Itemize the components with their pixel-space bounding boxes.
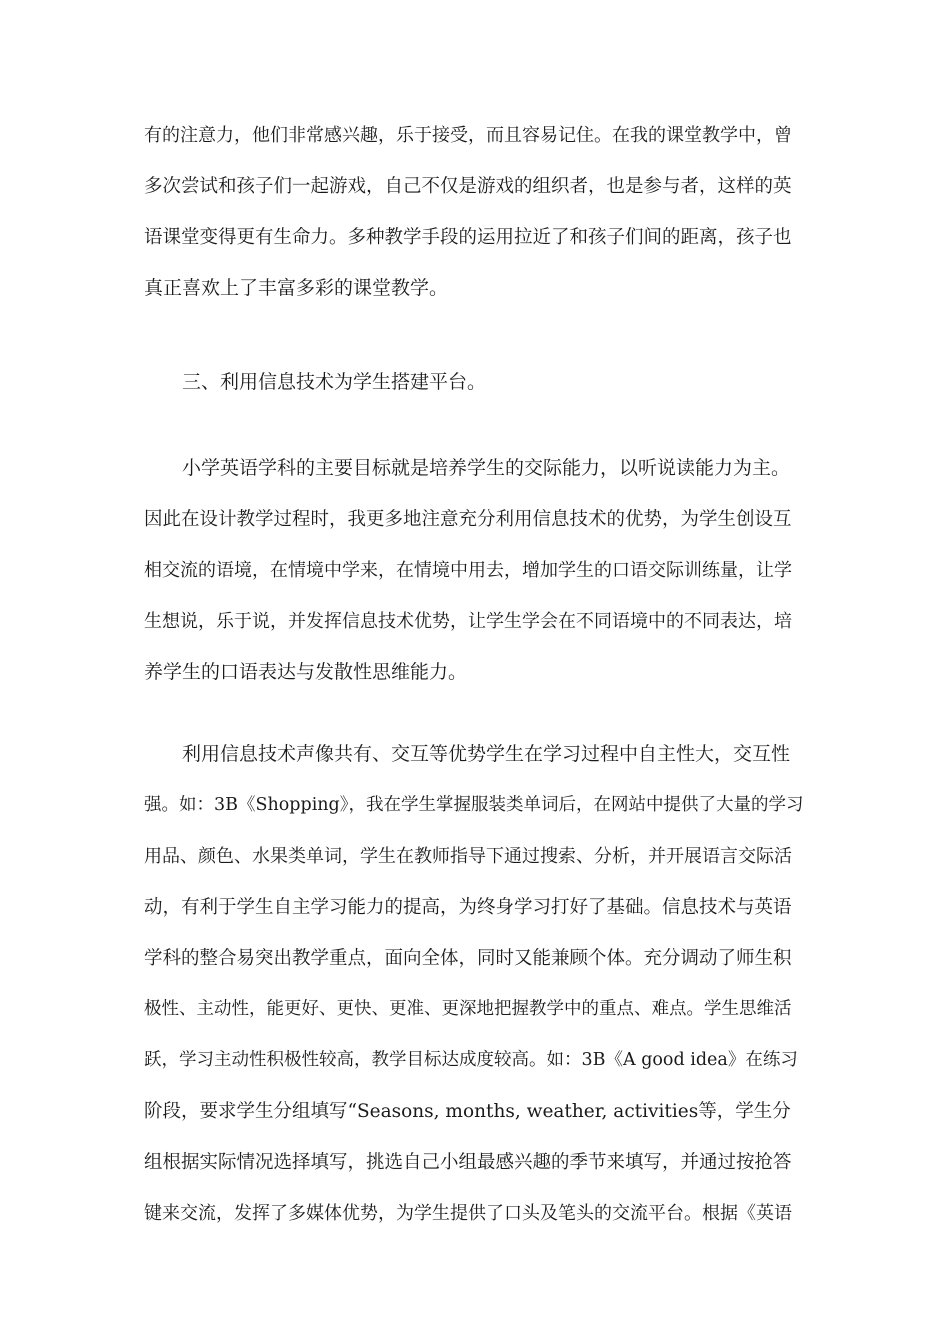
paragraph-3-line: 阶段，要求学生分组填写“Seasons, months, weather, activities等，学生分 xyxy=(144,1101,791,1122)
paragraph-3-line: 强。如：3B《Shopping》，我在学生掌握服装类单词后，在网站中提供了大量的学习 xyxy=(144,795,804,815)
paragraph-2-line: 相交流的语境，在情境中学来，在情境中用去，增加学生的口语交际训练量，让学 xyxy=(144,560,792,581)
section-heading: 三、利用信息技术为学生搭建平台。 xyxy=(182,371,487,393)
paragraph-2 xyxy=(144,443,806,698)
paragraph-1 xyxy=(144,110,806,314)
paragraph-1-line: 真正喜欢上了丰富多彩的课堂教学。 xyxy=(144,277,449,299)
paragraph-1-line: 多次尝试和孩子们一起游戏，自己不仅是游戏的组织者，也是参与者，这样的英 xyxy=(144,176,792,197)
paragraph-3-line: 极性、主动性，能更好、更快、更准、更深地把握教学中的重点、难点。学生思维活 xyxy=(144,999,792,1019)
paragraph-3-line: 用品、颜色、水果类单词，学生在教师指导下通过搜索、分析，并开展语言交际活 xyxy=(144,846,792,867)
paragraph-2-line: 因此在设计教学过程时，我更多地注意充分利用信息技术的优势，为学生创设互 xyxy=(144,509,792,530)
paragraph-3-line: 键来交流，发挥了多媒体优势，为学生提供了口头及笔头的交流平台。根据《英语 xyxy=(144,1203,792,1224)
paragraph-3-line: 跃，学习主动性积极性较高，教学目标达成度较高。如：3B《A good idea》在练习 xyxy=(144,1050,798,1070)
paragraph-3 xyxy=(144,729,806,1239)
paragraph-2-line: 生想说，乐于说，并发挥信息技术优势，让学生学会在不同语境中的不同表达，培 xyxy=(144,611,792,632)
paragraph-1-line: 有的注意力，他们非常感兴趣，乐于接受，而且容易记住。在我的课堂教学中，曾 xyxy=(144,125,792,146)
paragraph-3-line: 组根据实际情况选择填写，挑选自己小组最感兴趣的季节来填写，并通过按抢答 xyxy=(144,1152,792,1173)
paragraph-2-line: 养学生的口语表达与发散性思维能力。 xyxy=(144,661,468,683)
paragraph-3-line: 学科的整合易突出教学重点，面向全体，同时又能兼顾个体。充分调动了师生积 xyxy=(144,948,792,969)
paragraph-3-line: 动，有利于学生自主学习能力的提高，为终身学习打好了基础。信息技术与英语 xyxy=(144,897,792,918)
paragraph-3-line: 利用信息技术声像共有、交互等优势学生在学习过程中自主性大，交互性 xyxy=(182,743,791,765)
paragraph-1-line: 语课堂变得更有生命力。多种教学手段的运用拉近了和孩子们间的距离，孩子也 xyxy=(144,227,792,248)
paragraph-2-line: 小学英语学科的主要目标就是培养学生的交际能力，以听说读能力为主。 xyxy=(182,457,791,479)
